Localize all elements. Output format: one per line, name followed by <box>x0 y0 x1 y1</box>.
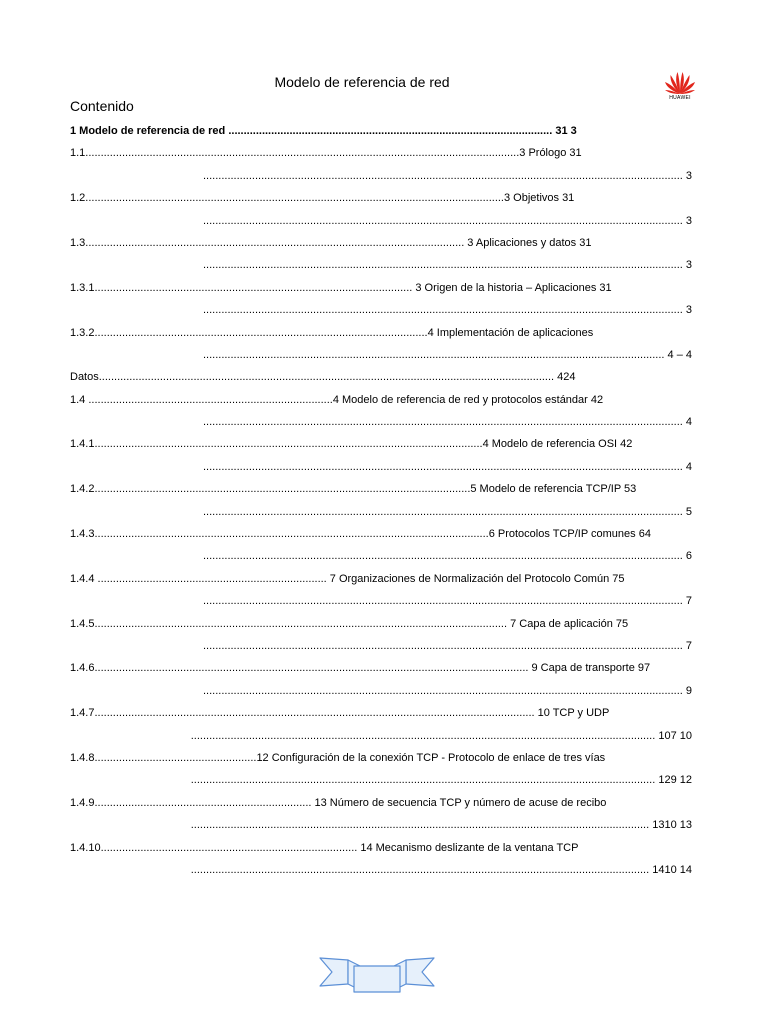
toc-entry[interactable]: 1.1..............................................................................................................................................3 Prólogo 31 <box>70 147 582 160</box>
toc-entry[interactable]: ............................................................................................................................................................. 3 <box>203 169 692 182</box>
toc-entry[interactable]: 1.3.2.............................................................................................................4 Implementación de aplicaciones <box>70 326 594 339</box>
toc-entry[interactable]: ............................................................................................................................................................. 4 <box>203 416 692 429</box>
toc-entry[interactable]: 1.4.4 ........................................................................... 7 Organizaciones de Normalización del Protocolo Común 75 <box>70 572 625 585</box>
toc-entry[interactable]: ............................................................................................................................................................. 7 <box>203 595 692 608</box>
toc-entry[interactable]: 1.2.........................................................................................................................................3 Objetivos 31 <box>70 192 575 205</box>
toc-entry[interactable]: 1.4.3.................................................................................................................................6 Protocolos TCP/IP comunes 64 <box>70 528 651 541</box>
toc-entry[interactable]: ............................................................................................................................................................. 3 <box>203 259 692 272</box>
toc-entry[interactable]: 1.4.10.................................................................................... 14 Mecanismo deslizante de la ventana TCP <box>70 841 579 854</box>
toc-entry[interactable]: ........................................................................................................................................................ 129 12 <box>190 774 692 787</box>
toc-entry[interactable]: 1.4.2...........................................................................................................................5 Modelo de referencia TCP/IP 53 <box>70 483 637 496</box>
toc-entry[interactable]: ............................................................................................................................................................. 9 <box>203 684 692 697</box>
toc-entry[interactable]: ........................................................................................................................................................ 107 10 <box>190 729 692 742</box>
toc-entry[interactable]: ....................................................................................................................................................... 4 – 4 <box>202 348 692 361</box>
document-title: Modelo de referencia de red <box>274 74 450 90</box>
toc-entry[interactable]: ............................................................................................................................................................. 5 <box>203 505 692 518</box>
toc-entry[interactable]: 1.4.7................................................................................................................................................ 10 TCP y UDP <box>70 707 610 720</box>
toc-entry[interactable]: ...................................................................................................................................................... 1310 13 <box>190 819 692 832</box>
toc-entry[interactable]: 1.4.1...............................................................................................................................4 Modelo de referencia OSI 42 <box>70 438 633 451</box>
toc-entry[interactable]: 1.4 ................................................................................4 Modelo de referencia de red y protocolos estándar 42 <box>70 393 604 406</box>
table-of-contents <box>70 120 692 881</box>
toc-entry[interactable]: ............................................................................................................................................................. 3 <box>203 214 692 227</box>
toc-entry[interactable]: ............................................................................................................................................................. 6 <box>203 550 692 563</box>
toc-entry[interactable]: 1.4.9....................................................................... 13 Número de secuencia TCP y número de acuse de recibo <box>70 796 607 809</box>
toc-entry[interactable]: 1.3............................................................................................................................ 3 Aplicaciones y datos 31 <box>70 236 592 249</box>
logo-text: HUAWEI <box>669 95 691 101</box>
toc-entry[interactable]: 1.4.6.............................................................................................................................................. 9 Capa de transporte 97 <box>70 662 651 675</box>
toc-entry[interactable]: ............................................................................................................................................................. 3 <box>203 304 692 317</box>
contents-heading: Contenido <box>70 98 134 114</box>
toc-entry[interactable]: 1.4.8.....................................................12 Configuración de la conexión TCP - Protocolo de enlace de tres vías <box>70 751 606 764</box>
toc-entry[interactable]: ............................................................................................................................................................. 4 <box>203 460 692 473</box>
ribbon-banner-icon <box>318 952 436 996</box>
huawei-logo-icon <box>662 68 698 104</box>
toc-entry[interactable]: Datos..................................................................................................................................................... 424 <box>70 371 576 384</box>
huawei-logo-petals <box>662 68 698 96</box>
toc-entry[interactable]: ............................................................................................................................................................. 7 <box>203 639 692 652</box>
toc-entry[interactable]: 1.3.1........................................................................................................ 3 Origen de la historia – Aplicaciones 31 <box>70 281 612 294</box>
toc-entry[interactable]: 1.4.5....................................................................................................................................... 7 Capa de aplicación 75 <box>70 617 629 630</box>
toc-entry[interactable]: 1 Modelo de referencia de red .......................................................................................................... 31 3 <box>70 125 577 137</box>
toc-entry[interactable]: ...................................................................................................................................................... 1410 14 <box>190 863 692 876</box>
